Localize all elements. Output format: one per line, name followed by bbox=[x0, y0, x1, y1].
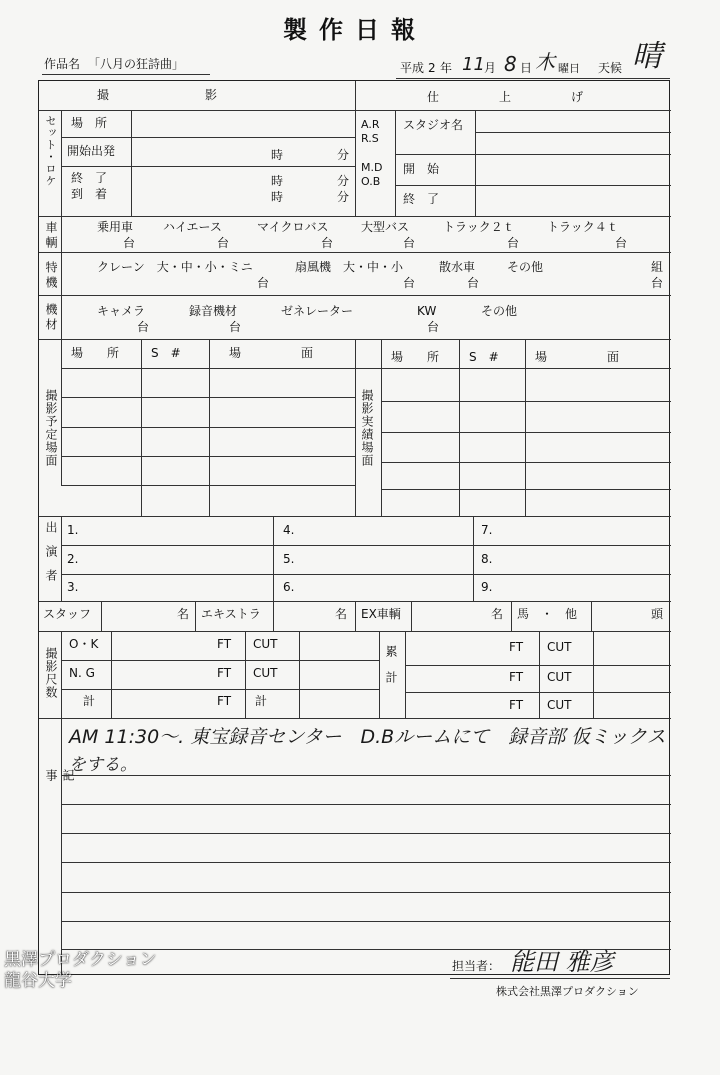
rule bbox=[591, 601, 592, 631]
rule bbox=[411, 601, 412, 631]
vehicle-unit: 台 bbox=[321, 236, 334, 250]
set-loc-label: セット・ロケ bbox=[44, 115, 57, 187]
year-unit: 年 bbox=[440, 61, 453, 75]
rule bbox=[61, 427, 355, 428]
rule bbox=[61, 833, 671, 834]
rule bbox=[61, 574, 671, 575]
vehicle-truck4: トラック４ｔ bbox=[547, 220, 619, 234]
page-title: 製作日報 bbox=[283, 15, 427, 44]
min-1: 分 bbox=[337, 148, 350, 162]
rule bbox=[379, 631, 380, 718]
cast-5: 5. bbox=[283, 552, 295, 566]
special-unit: 台 bbox=[403, 276, 416, 290]
vehicle-unit: 台 bbox=[403, 236, 416, 250]
work-underline bbox=[42, 74, 210, 75]
rule bbox=[593, 631, 594, 718]
vehicle-unit: 台 bbox=[123, 236, 136, 250]
cut-4: CUT bbox=[547, 640, 572, 654]
rule bbox=[39, 718, 671, 719]
rule bbox=[355, 81, 356, 216]
rule bbox=[405, 631, 406, 718]
rule bbox=[39, 252, 671, 253]
rule bbox=[61, 368, 671, 369]
hour-3: 時 bbox=[271, 190, 284, 204]
vehicle-bus: 大型バス bbox=[361, 220, 410, 234]
cast-9: 9. bbox=[481, 580, 493, 594]
shooting-header: 撮 影 bbox=[97, 88, 224, 102]
planned-col-scene: 場 面 bbox=[229, 346, 314, 360]
rule bbox=[61, 516, 62, 601]
equip-unit: 台 bbox=[427, 320, 440, 334]
rule bbox=[61, 804, 671, 805]
end-label: 終 了 bbox=[71, 171, 108, 185]
work-title: 「八月の狂詩曲」 bbox=[88, 57, 185, 71]
rule bbox=[61, 689, 379, 690]
watermark-line-2: 龍谷大学 bbox=[4, 971, 72, 992]
weekday: 木 bbox=[535, 50, 555, 74]
ex-car-label: EX車輌 bbox=[361, 607, 401, 621]
ex-car-unit: 名 bbox=[491, 607, 504, 621]
equip-audio: 録音機材 bbox=[189, 304, 238, 318]
cast-7: 7. bbox=[481, 523, 493, 537]
weekday-unit: 曜日 bbox=[558, 62, 580, 75]
rule bbox=[39, 631, 671, 632]
rule bbox=[273, 601, 274, 631]
ft-2: FT bbox=[217, 666, 232, 680]
equip-generator: ゼネレーター bbox=[281, 304, 354, 318]
special-unit: 台 bbox=[257, 276, 270, 290]
rule bbox=[195, 601, 196, 631]
special-water: 散水車 bbox=[439, 260, 476, 274]
month-unit: 月 bbox=[484, 61, 497, 75]
special-unit: 台 bbox=[467, 276, 480, 290]
equip-other: その他 bbox=[481, 304, 518, 318]
special-fan: 扇風機 大・中・小 bbox=[295, 260, 404, 274]
cast-8: 8. bbox=[481, 552, 493, 566]
year: 2 bbox=[428, 61, 436, 75]
finishing-header: 仕 上 げ bbox=[427, 90, 590, 104]
rule bbox=[475, 110, 476, 216]
notes-label: 記 事 bbox=[44, 769, 75, 1075]
rule bbox=[473, 516, 474, 601]
sum-1: 計 bbox=[255, 694, 268, 708]
cut-5: CUT bbox=[547, 670, 572, 684]
rule bbox=[111, 631, 112, 718]
equip-unit: 台 bbox=[137, 320, 150, 334]
cast-2: 2. bbox=[67, 552, 79, 566]
rule bbox=[245, 631, 246, 718]
depart-label: 開始出発 bbox=[67, 144, 116, 158]
era: 平成 bbox=[400, 61, 425, 75]
rule bbox=[61, 397, 355, 398]
actual-col-s: S # bbox=[469, 350, 499, 364]
staff-label: スタッフ bbox=[43, 607, 92, 621]
hour-1: 時 bbox=[271, 148, 284, 162]
rule bbox=[61, 137, 355, 138]
vehicle-unit: 台 bbox=[507, 236, 520, 250]
mdob-label: M.D O.B bbox=[361, 161, 383, 189]
actual-label: 撮影実績場面 bbox=[360, 389, 374, 467]
actual-col-scene: 場 面 bbox=[535, 350, 620, 364]
special-crane: クレーン 大・中・小・ミニ bbox=[97, 260, 253, 274]
extra-label: エキストラ bbox=[201, 607, 261, 621]
weather: 晴 bbox=[632, 39, 662, 74]
ft-4: FT bbox=[509, 640, 524, 654]
rule bbox=[61, 892, 671, 893]
vehicles-label: 車輌 bbox=[44, 221, 58, 251]
ft-1: FT bbox=[217, 637, 232, 651]
rule bbox=[381, 432, 671, 433]
archive-watermark bbox=[4, 950, 157, 993]
rule bbox=[395, 110, 396, 216]
total-label: 累計 bbox=[384, 645, 398, 697]
weather-label: 天候 bbox=[598, 61, 623, 75]
rule bbox=[511, 601, 512, 631]
rule bbox=[539, 631, 540, 718]
rule bbox=[299, 631, 300, 718]
extra-unit: 名 bbox=[335, 607, 348, 621]
planned-label: 撮影予定場面 bbox=[44, 389, 58, 467]
rule bbox=[61, 862, 671, 863]
rule bbox=[39, 295, 671, 296]
rule bbox=[131, 110, 132, 216]
cast-6: 6. bbox=[283, 580, 295, 594]
watermark-line-1: 黒澤プロダクション bbox=[4, 950, 157, 970]
rule bbox=[381, 462, 671, 463]
notes-line-1: AM 11:30〜. 東宝録音センター D.Bルームにて 録音部 仮ミックス bbox=[69, 726, 666, 748]
special-set-unit: 組 bbox=[651, 260, 664, 274]
arrive-label: 到 着 bbox=[71, 187, 108, 201]
rule bbox=[61, 166, 355, 167]
ft-5: FT bbox=[509, 670, 524, 684]
vehicle-unit: 台 bbox=[217, 236, 230, 250]
cut-6: CUT bbox=[547, 698, 572, 712]
horse-label: 馬 ・ 他 bbox=[517, 607, 578, 621]
notes-line-2: をする。 bbox=[69, 755, 137, 775]
studio-label: スタジオ名 bbox=[403, 118, 464, 132]
footage-sum: 計 bbox=[83, 694, 96, 708]
rule bbox=[61, 921, 671, 922]
rule bbox=[475, 132, 671, 133]
hour-2: 時 bbox=[271, 174, 284, 188]
equipment-label: 機材 bbox=[44, 303, 58, 333]
charge-name: 能田 雅彦 bbox=[510, 948, 614, 976]
rule bbox=[381, 401, 671, 402]
ft-6: FT bbox=[509, 698, 524, 712]
charge-underline bbox=[450, 978, 670, 979]
day: 8 bbox=[504, 52, 517, 76]
equip-camera: キャメラ bbox=[97, 304, 146, 318]
rule bbox=[39, 216, 671, 217]
day-unit: 日 bbox=[520, 61, 533, 75]
vehicle-truck2: トラック２ｔ bbox=[443, 220, 515, 234]
actual-col-place: 場 所 bbox=[391, 350, 440, 364]
cut-2: CUT bbox=[253, 666, 278, 680]
planned-col-s: S # bbox=[151, 346, 181, 360]
ft-3: FT bbox=[217, 694, 232, 708]
rule bbox=[273, 516, 274, 601]
rule bbox=[61, 456, 355, 457]
month: 11 bbox=[462, 54, 485, 75]
arrs-label: A.R R.S bbox=[361, 118, 380, 146]
rule bbox=[61, 660, 379, 661]
start-label: 開 始 bbox=[403, 162, 440, 176]
company: 株式会社黒澤プロダクション bbox=[496, 985, 639, 998]
rule bbox=[355, 601, 356, 631]
rule bbox=[61, 216, 62, 486]
work-label: 作品名 bbox=[44, 57, 81, 71]
place-label: 場 所 bbox=[71, 116, 108, 130]
min-3: 分 bbox=[337, 190, 350, 204]
rule bbox=[61, 485, 355, 486]
rule bbox=[395, 185, 671, 186]
cast-label: 出演者 bbox=[44, 521, 58, 593]
rule bbox=[61, 110, 62, 216]
planned-col-place: 場 所 bbox=[71, 346, 120, 360]
special-other: その他 bbox=[507, 260, 544, 274]
cast-1: 1. bbox=[67, 523, 79, 537]
finish-label: 終 了 bbox=[403, 192, 440, 206]
rule bbox=[355, 339, 356, 516]
vehicle-car: 乗用車 bbox=[97, 220, 134, 234]
vehicle-microbus: マイクロバス bbox=[257, 220, 329, 234]
cast-3: 3. bbox=[67, 580, 79, 594]
rule bbox=[61, 545, 671, 546]
rule bbox=[61, 775, 671, 776]
rule bbox=[39, 516, 671, 517]
vehicle-hiace: ハイエース bbox=[163, 220, 222, 234]
equip-unit: 台 bbox=[229, 320, 242, 334]
cut-1: CUT bbox=[253, 637, 278, 651]
footage-ng: N. G bbox=[69, 666, 95, 680]
special-label: 特機 bbox=[44, 261, 58, 291]
equip-kw: KW bbox=[417, 304, 437, 318]
rule bbox=[395, 154, 671, 155]
staff-unit: 名 bbox=[177, 607, 190, 621]
date-underline bbox=[396, 78, 670, 79]
special-unit: 台 bbox=[651, 276, 664, 290]
rule bbox=[101, 601, 102, 631]
rule bbox=[381, 489, 671, 490]
horse-unit: 頭 bbox=[651, 607, 664, 621]
cast-4: 4. bbox=[283, 523, 295, 537]
rule bbox=[405, 692, 671, 693]
min-2: 分 bbox=[337, 174, 350, 188]
vehicle-unit: 台 bbox=[615, 236, 628, 250]
rule bbox=[61, 631, 62, 718]
rule bbox=[405, 665, 671, 666]
footage-ok: O・K bbox=[69, 637, 99, 651]
charge-label: 担当者： bbox=[452, 959, 501, 973]
footage-label: 撮影尺数 bbox=[44, 647, 58, 699]
